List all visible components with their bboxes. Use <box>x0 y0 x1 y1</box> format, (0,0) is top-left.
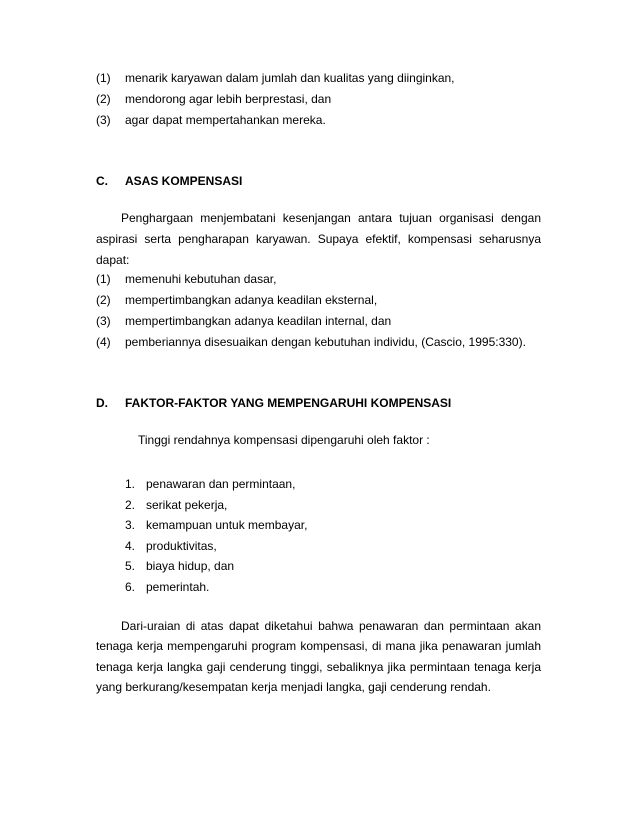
list-item-number: 3. <box>125 518 136 532</box>
list-item-text: memenuhi kebutuhan dasar, <box>125 272 277 286</box>
list-item-text: menarik karyawan dalam jumlah dan kualitas yang diinginkan, <box>125 71 455 85</box>
list-item-number: (1) <box>96 272 111 286</box>
list-item-text: agar dapat mempertahankan mereka. <box>125 113 326 127</box>
list-item-text: mendorong agar lebih berprestasi, dan <box>125 92 332 106</box>
list-item-number: 6. <box>125 580 136 594</box>
list-item-text: pemerintah. <box>146 580 210 594</box>
list-item-text: mempertimbangkan adanya keadilan internal, dan <box>125 314 392 328</box>
list-item-number: 1. <box>125 477 136 491</box>
list-item-text: biaya hidup, dan <box>146 559 235 573</box>
list-item-number: (2) <box>96 293 111 307</box>
section-letter: C. <box>96 174 108 188</box>
list-item-text: kemampuan untuk membayar, <box>146 518 308 532</box>
paragraph-line: tenaga kerja mempengaruhi program kompensasi, di mana jika penawaran jumlah <box>96 639 541 653</box>
list-item-number: 4. <box>125 539 136 553</box>
list-item-number: (4) <box>96 335 111 349</box>
list-item-number: 5. <box>125 559 136 573</box>
list-item-text: penawaran dan permintaan, <box>146 477 296 491</box>
paragraph-line: yang berkurang/kesempatan kerja menjadi langka, gaji cenderung rendah. <box>96 680 491 694</box>
intro-text: Tinggi rendahnya kompensasi dipengaruhi oleh faktor : <box>138 433 430 447</box>
paragraph-line: dapat: <box>96 253 130 267</box>
list-item-number: (1) <box>96 71 111 85</box>
list-item-text: serikat pekerja, <box>146 498 228 512</box>
list-item-number: 2. <box>125 498 136 512</box>
section-heading: ASAS KOMPENSASI <box>125 174 243 188</box>
list-item-text: pemberiannya disesuaikan dengan kebutuhan individu, (Cascio, 1995:330). <box>125 335 526 349</box>
list-item-number: (3) <box>96 314 111 328</box>
paragraph-line: Penghargaan menjembatani kesenjangan antara tujuan organisasi dengan <box>121 211 541 225</box>
section-heading: FAKTOR-FAKTOR YANG MEMPENGARUHI KOMPENSASI <box>125 396 452 410</box>
list-item-text: mempertimbangkan adanya keadilan eksternal, <box>125 293 378 307</box>
list-item-text: produktivitas, <box>146 539 217 553</box>
section-letter: D. <box>96 396 108 410</box>
paragraph-line: aspirasi serta pengharapan karyawan. Supaya efektif, kompensasi seharusnya <box>96 232 541 246</box>
list-item-number: (2) <box>96 92 111 106</box>
list-item-number: (3) <box>96 113 111 127</box>
paragraph-line: Dari-uraian di atas dapat diketahui bahwa penawaran dan permintaan akan <box>121 619 541 633</box>
paragraph-line: tenaga kerja langka gaji cenderung tinggi, sebaliknya jika permintaan tenaga kerja <box>96 660 541 674</box>
